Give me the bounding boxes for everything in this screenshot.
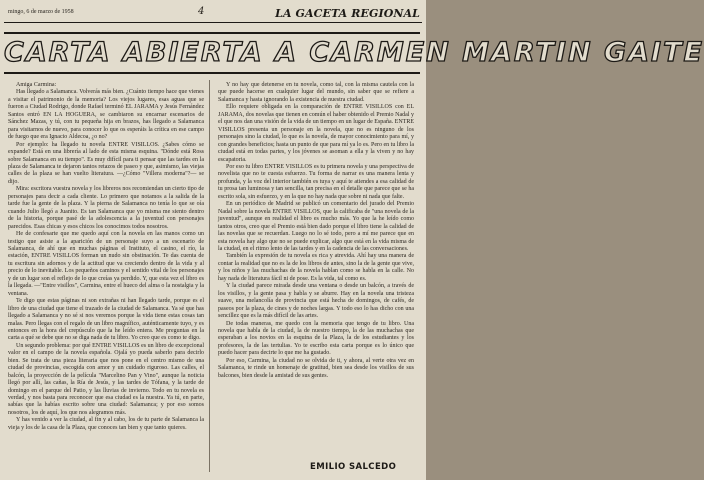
article-paragraph: Has llegado a Salamanca. Volverás más bien. ¿Cuánto tiempo hace que vienes a visitar el patrimonio de la memoria? Los viejos lugares, esas aguas que se fueron a Ciudad Rodrigo, donde Rafael terminó EL JARAMA y Jesús Fernández Santos entró EN LA HOGUERA, se cambiaron su encarnar escenarios de Sánchez Mazas, y tú, con tu pequeña hija en brazos, has llegado a Salamanca para visitarnos de nuevo, para conocer lo que os esperáis la crítica en ese campo de fuego que era Ignacio Aldecoa, ¿o no? [8,89,204,141]
masthead: LA GACETA REGIONAL [275,7,420,20]
article-paragraph: Por eso, Carmina, la ciudad no se olvida de ti, y ahora, al verte otra vez en Salamanca, te rinde un homenaje de gratitud, bien sea desde los visillos de sus balcones, bien desde la amistad de sus gentes. [218,357,414,379]
page-header [4,6,422,22]
article-paragraph: De todas maneras, me quedo con la memoria que tengo de tu libro. Una novela que habla de la ciudad, la de nuestro tiempo, la de las muchachas que esperaban a los novios en la esquina de la Plaza, la de los estudiantes y los profesores, la de las tertulias. Yo te escribo esta carta porque es lo único que puedo hacer para decirte lo que me ha gustado. [218,320,414,357]
column-divider [209,80,210,472]
article-paragraph: Un segundo problema: por qué ENTRE VISILLOS es un libro de excepcional valor en el campo de la novela española. Ojalá yo pueda saberlo para decirlo bien. Se trata de una pieza literaria que nos pone en el centro mismo de una ciudad de provincias, escogida con amor y un cuidado riguroso. Las calles, el balcón, la proyección de la película "Marcelino Pan y Vino", aunque la noticia llegó por allí, las cañas, la Ría de Jesús, y las tardes de Tófana, y la tarde de domingo en el parque del Patio, y las lluvias de invierno. Todo en tu novela es verdad, y nos basta para reconocer que esa ciudad es la nuestra. Ya tú, en parte, sabías que la habías escrito sobre una ciudad: Salamanca; y por eso somos nosotros, los de aquí, los que nos alegramos más. [8,342,204,416]
article-paragraph: Mira: escritora vuestra novela y los libreros nos recomiendan un cierto tipo de personajes para decir a cada cliente. Lo primero que notamos a la salida de la tarde fue la gente de la plaza. Y la pierna de Salamanca no tenía lo que se oía cuando Julio llegó a Juanito. Es tan Salamanca que yo misma me siento dentro de la historia, porque pasé de la adolescencia a la juventud con personajes parecidos. Esas chicas y esos chicos los conocimos todos nosotros. [8,186,204,230]
article-paragraph: Por eso tu libro ENTRE VISILLOS es tu primera novela y una perspectiva de novelista que no te cuesta esfuerzo. Tu forma de narrar es una manera lenta y profunda, y la voz del interior también es tuya y aquí te atiendes a esa calidad de tu prosa tan luminosa y tan sencilla, tan precisa en el detalle que parece que se ha escrito sola, sin esfuerzo, y en la que no hay nada que sobre ni nada que falte. [218,163,414,200]
page-number: 4 [198,6,205,17]
article-paragraph: He de confesarte que me quedo aquí con la novela en las manos como un testigo que asiste a la aparición de un personaje suyo a un escenario de Salamanca, de ahí que en muchas páginas el Instituto, el casino, el río, la estación, ENTRE VISILLOS forman un nudo sin obstinación. Te das cuenta de tu escritura sin adornos y de la actitud que va creciendo dentro de la vida y al precio de lo inevitable. Los pequeños caminos y el sentido vital de los personajes y de un lugar son el reflejo de lo que creías ya perdido. Y, que esta vez el libro es la llegada. —"Entre visillos", Carmina, entre el hueco del alma o la nostalgia y la ventana. [8,231,204,297]
header-rule [4,22,422,23]
article-paragraph: Y la ciudad parece mirada desde una ventana o desde un balcón, a través de los visillos, y la gente pasa y habla y se aburre. Hay en la novela una tristeza suave, una melancolía de provincia que está hecha de domingos, de cafés, de paseos por la plaza, de cines y de noches largas. Y todo eso lo has dicho con una sencillez que es la más difícil de las artes. [218,283,414,320]
article-column-left [8,82,204,480]
article-paragraph: También la expresión de tu novela es rica y atrevida. Ahí hay una manera de contar la realidad que no es la de los libros de antes, sino la de la gente que vive, y los niños y las muchachas de la novela hablan como se habla en la calle. No hay nada de literatura fácil ni de pose. Es la vida, tal como es. [218,253,414,282]
article-title: CARTA ABIERTA A CARMEN MARTIN GAITE [4,37,704,68]
headline-box [4,32,704,74]
article-paragraph: Por ejemplo: ha llegado tu novela ENTRE VISILLOS. ¿Sabes cómo se expande? Está en una librería al lado de esta misma esquina. "Dónde está Ross sobre Salamanca en su tiempo". Es muy difícil para ti pensar que las tardes en la plaza de Salamanca te dejaron tantos retazos de paseo y que, asimismo, las viejas calles de la plaza se han vuelto literatura. —¿Cómo "Villera moderna"?— se dijo. [8,141,204,185]
author-signature: EMILIO SALCEDO [310,462,397,472]
dateline: mingo, 6 de marzo de 1958 [8,9,74,15]
article-paragraph: En un periódico de Madrid se publicó un comentario del jurado del Premio Nadal sobre la novela ENTRE VISILLOS, que la calificaba de "una novela de la juventud", aunque en realidad el libro es mucho más. Yo que la he leído como tantos otros, creo que el Premio está bien dado porque el libro tiene la calidad de las novelas que se recuerdan. Luego no lo sé todo, pero a mí me parece que en esta novela hay algo que no se puede explicar, algo que está en la vida misma de la ciudad, en el ritmo lento de las tardes y en la cadencia de las conversaciones. [218,201,414,252]
article-paragraph: Ello requiere obligada en la comparación de ENTRE VISILLOS con EL JARAMA, dos novelas que tienen en común el haber obtenido el Premio Nadal y el que nos dan una visión de la vida de un tiempo en un lugar de España. ENTRE VISILLOS presenta un personaje en la novela, que no es ninguno de los personajes sino la ciudad, lo que es la novela, de mayor conocimiento para mí, y con grandes beneficios; hasta un punto de que para mí ya lo es. Pero en tu libro la ciudad está en todas partes, y los jóvenes se asoman a ella y la viven y no hay escapatoria. [218,104,414,163]
article-paragraph: Amiga Carmina: [16,82,57,88]
article-paragraph: Te digo que estas páginas ni son extrañas ni han llegado tarde, porque es el libro de una ciudad que tiene el trazado de la ciudad de Salamanca. Ya sé que has llegado a Salamanca y no sé si nos veremos porque la vida tiene estas cosas tan malas. Pero llegas con el regalo de un libro magnífico, auténticamente tuyo, y es entonces en la hora del crepúsculo que la he leído entera. Me preguntas en la carta a qué se debe que no se diga nada de tu libro. Yo creo que es como te digo. [8,298,204,342]
article-paragraph: Y no hay que detenerse en tu novela, como tal, con la misma cautela con la que puede hacerse en cualquier lugar del mundo, sin saber que se refiere a Salamanca y hasta ignorando la existencia de nuestra ciudad. [218,82,414,103]
article-column-right [218,82,414,444]
article-paragraph: Y has venido a ver la ciudad, al fin y al cabo, los de tu parte de Salamanca la vieja y los de la casa de la Plaza, que conoces tan bien y que tanto quieres. [8,417,204,431]
